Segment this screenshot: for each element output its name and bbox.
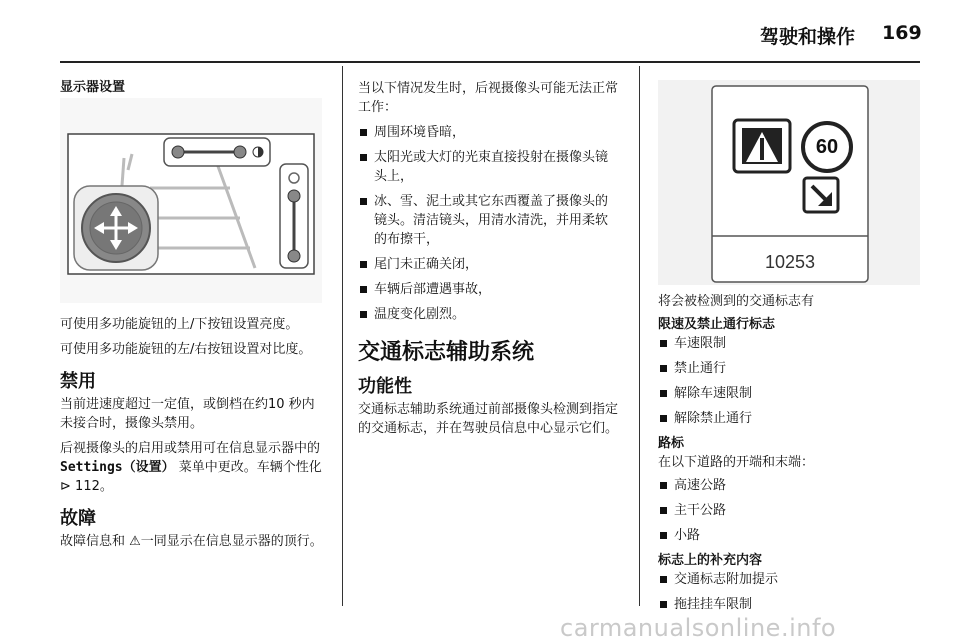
list-item: 车速限制	[658, 334, 920, 353]
list-item: 交通标志附加提示	[658, 570, 920, 589]
speed-prohibition-list	[658, 334, 920, 428]
list-item: 周围环境昏暗，	[358, 123, 620, 142]
speed-limit-value: 60	[815, 136, 839, 158]
fault-text-pre: 故障信息和	[60, 534, 130, 549]
enable-text-pre: 后视摄像头的启用或禁用可在信息显示器中的	[60, 441, 321, 456]
disable-heading: 禁用	[60, 371, 96, 392]
header-rule	[60, 61, 920, 63]
function-paragraph: 交通标志辅助系统通过前部摄像头检测到指定的交通标志，并在驾驶员信息中心显示它们。	[358, 402, 619, 436]
display-settings-illustration	[60, 98, 322, 303]
column-1-text	[60, 315, 326, 557]
chapter-title: 驾驶和操作	[760, 26, 856, 48]
fault-text-post: 一同显示在信息显示器的顶行。	[140, 534, 323, 549]
supplementary-heading: 标志上的补充内容	[658, 553, 763, 568]
list-item: 拖挂挂车限制	[658, 595, 920, 614]
page-reference-arrow-icon: ⊳	[60, 479, 71, 494]
fault-paragraph	[60, 532, 326, 551]
list-item: 高速公路	[658, 476, 920, 495]
disable-paragraph: 当前进速度超过一定值，或倒档在约10 秒内未接合时，摄像头禁用。	[60, 397, 315, 431]
road-signs-list	[658, 476, 920, 545]
figure-number: 10253	[764, 252, 816, 272]
enable-paragraph	[60, 439, 326, 496]
column-divider-2	[639, 66, 640, 606]
fault-heading: 故障	[60, 508, 96, 529]
list-item: 解除车速限制	[658, 384, 920, 403]
list-item: 冰、雪、泥土或其它东西覆盖了摄像头的镜头。清洁镜头，用清水清洗，并用柔软的布擦干，	[358, 192, 620, 249]
detected-signs-intro: 将会被检测到的交通标志有	[658, 294, 815, 309]
camera-conditions-intro: 当以下情况发生时，后视摄像头可能无法正常工作：	[358, 81, 619, 115]
camera-display-figure	[60, 98, 322, 303]
list-item: 主干公路	[658, 501, 920, 520]
column-3-text	[658, 292, 920, 620]
brightness-paragraph: 可使用多功能旋钮的上/下按钮设置亮度。	[60, 317, 299, 332]
list-item: 小路	[658, 526, 920, 545]
column-1	[60, 78, 326, 97]
function-heading: 功能性	[358, 376, 412, 397]
list-item: 温度变化剧烈。	[358, 305, 620, 324]
list-item: 车辆后部遭遇事故，	[358, 280, 620, 299]
settings-menu-label: Settings（设置）	[60, 460, 175, 475]
list-item: 太阳光或大灯的光束直接投射在摄像头镜头上，	[358, 148, 620, 186]
column-2	[358, 79, 620, 444]
page-reference[interactable]: 112。	[75, 479, 113, 494]
traffic-signs-figure	[658, 80, 920, 285]
road-signs-heading: 路标	[658, 436, 685, 451]
contrast-paragraph: 可使用多功能旋钮的左/右按钮设置对比度。	[60, 342, 312, 357]
section-title: 显示器设置	[60, 80, 126, 95]
road-signs-intro: 在以下道路的开端和末端：	[658, 455, 815, 470]
list-item: 尾门未正确关闭，	[358, 255, 620, 274]
enable-text-post: 菜单中更改。车辆个性化	[174, 460, 322, 475]
camera-conditions-list	[358, 123, 620, 324]
page-number: 169	[882, 22, 922, 44]
column-divider-1	[342, 66, 343, 606]
warning-triangle-icon: ⚠	[129, 534, 141, 549]
speed-prohibition-heading: 限速及禁止通行标志	[658, 317, 776, 332]
supplementary-list	[658, 570, 920, 614]
watermark: carmanualsonline.info	[560, 614, 837, 642]
list-item: 解除禁止通行	[658, 409, 920, 428]
list-item: 禁止通行	[658, 359, 920, 378]
traffic-sign-assistant-heading: 交通标志辅助系统	[358, 340, 535, 365]
